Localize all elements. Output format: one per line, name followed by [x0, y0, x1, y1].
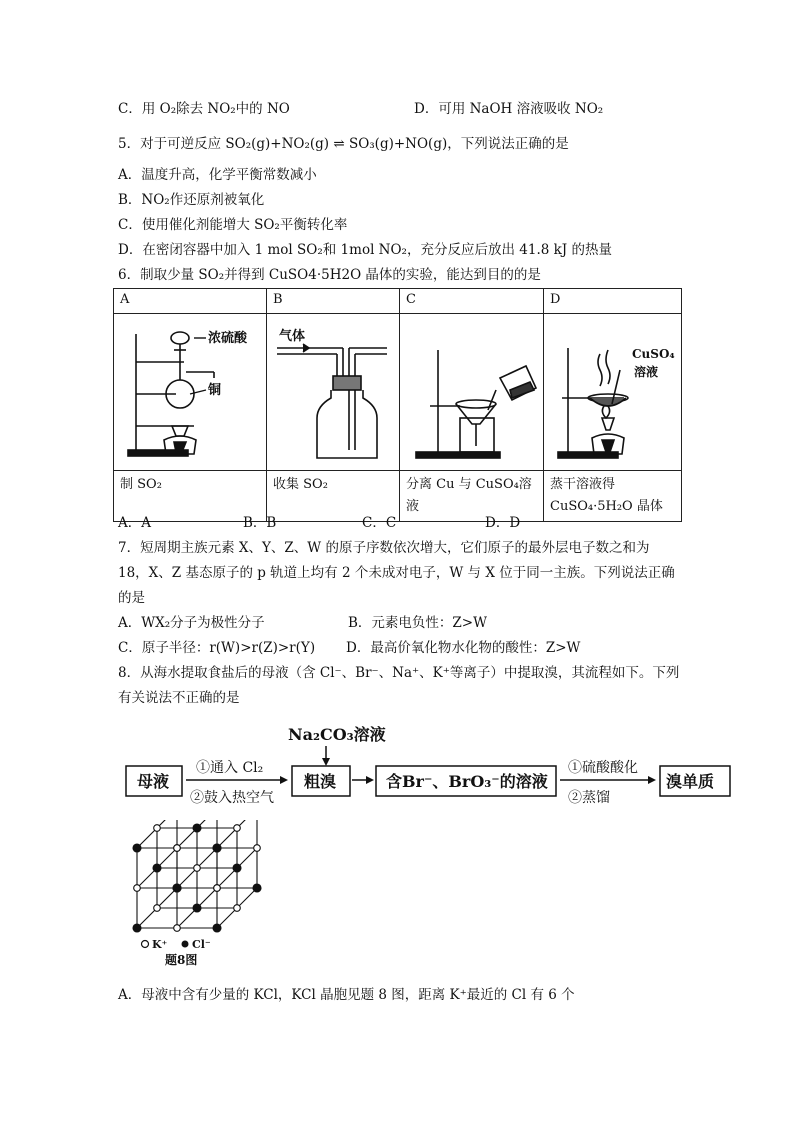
bromine-extraction-flow — [120, 718, 736, 812]
mother-liquor-label: 母液 — [137, 772, 170, 791]
q6-apparatus-table — [113, 288, 682, 522]
caption-d: 蒸干溶液得 CuSO₄·5H₂O 晶体 — [544, 471, 682, 522]
k-ion — [174, 845, 181, 852]
table-header-b: B — [267, 289, 400, 314]
gas-label: 气体 — [279, 329, 306, 344]
cl-ion — [133, 924, 141, 932]
q6-answer-b: B．B — [243, 515, 277, 531]
cl-ion — [213, 924, 221, 932]
q6-answer-c: C．C — [362, 515, 397, 531]
gas-collection-diagram — [267, 314, 400, 466]
figure-caption: 题8图 — [165, 953, 198, 967]
evaporation-diagram — [544, 314, 682, 466]
cl-ion — [233, 864, 241, 872]
cl-ion-legend-icon — [182, 941, 189, 948]
k-ion — [154, 905, 161, 912]
cl-ion-legend: Cl⁻ — [192, 938, 211, 951]
q6-stem: 6．制取少量 SO₂并得到 CuSO4·5H2O 晶体的实验，能达到目的的是 — [118, 267, 541, 283]
caption-a: 制 SO₂ — [114, 471, 267, 522]
q7-stem-line-3: 的是 — [118, 590, 145, 606]
solution-label: 溶液 — [634, 365, 659, 379]
k-ion — [154, 825, 161, 832]
caption-c: 分离 Cu 与 CuSO₄溶液 — [400, 471, 544, 522]
step1a-label: ①通入 Cl₂ — [196, 760, 264, 776]
bromine-label: 溴单质 — [666, 772, 715, 791]
q7-option-d: D．最高价氧化物水化物的酸性：Z>W — [346, 640, 581, 656]
cl-ion — [193, 824, 201, 832]
step2a-label: ①硫酸酸化 — [568, 760, 638, 776]
apparatus-b-cell — [267, 314, 400, 471]
cuso4-label: CuSO₄ — [632, 347, 675, 361]
cl-ion — [193, 904, 201, 912]
cl-ion — [173, 884, 181, 892]
k-ion — [234, 825, 241, 832]
crude-bromine-label: 粗溴 — [304, 772, 337, 791]
k-ion — [234, 905, 241, 912]
q4-option-d: D．可用 NaOH 溶液吸收 NO₂ — [414, 101, 604, 117]
step1b-label: ②鼓入热空气 — [190, 790, 274, 806]
q8-stem-line-2: 有关说法不正确的是 — [118, 690, 240, 706]
q5-stem: 5．对于可逆反应 SO₂(g)+NO₂(g) ⇌ SO₃(g)+NO(g)，下列说法正确的是 — [118, 136, 569, 152]
cl-ion — [253, 884, 261, 892]
cl-ion — [213, 844, 221, 852]
q6-answer-a: A．A — [118, 515, 151, 531]
k-ion-legend: K⁺ — [152, 938, 168, 951]
table-header-c: C — [400, 289, 544, 314]
caption-b: 收集 SO₂ — [267, 471, 400, 522]
q5-option-b: B．NO₂作还原剂被氧化 — [118, 192, 265, 208]
reagent-label: Na₂CO₃溶液 — [288, 725, 386, 744]
q7-stem-line-1: 7．短周期主族元素 X、Y、Z、W 的原子序数依次增大，它们原子的最外层电子数之和为 — [118, 540, 650, 556]
apparatus-d-cell — [544, 314, 682, 471]
bromide-solution-label: 含Br⁻、BrO₃⁻的溶液 — [386, 772, 548, 791]
q7-stem-line-2: 18，X、Z 基态原子的 p 轨道上均有 2 个未成对电子，W 与 X 位于同一主族。下列说法正确 — [118, 565, 675, 581]
q5-option-c: C．使用催化剂能增大 SO₂平衡转化率 — [118, 217, 348, 233]
copper-label: 铜 — [208, 383, 222, 398]
q8-option-a: A．母液中含有少量的 KCl，KCl 晶胞见题 8 图，距离 K⁺最近的 Cl 有 6 个 — [118, 987, 575, 1003]
q5-option-a: A．温度升高，化学平衡常数减小 — [118, 167, 317, 183]
apparatus-a-cell — [114, 314, 267, 471]
q8-stem-line-1: 8．从海水提取食盐后的母液（含 Cl⁻、Br⁻、Na⁺、K⁺等离子）中提取溴，其流程如下。下列 — [118, 665, 680, 681]
acid-label: 浓硫酸 — [208, 331, 248, 346]
k-ion — [214, 885, 221, 892]
table-header-a: A — [114, 289, 267, 314]
k-ion — [254, 845, 261, 852]
q6-answer-d: D．D — [485, 515, 521, 531]
cl-ion — [133, 844, 141, 852]
q7-option-b: B．元素电负性：Z>W — [348, 615, 487, 631]
k-ion-legend-icon — [142, 941, 149, 948]
step2b-label: ②蒸馏 — [568, 790, 610, 806]
kcl-lattice-diagram — [125, 820, 265, 970]
k-ion — [194, 865, 201, 872]
apparatus-c-cell — [400, 314, 544, 471]
cl-ion — [153, 864, 161, 872]
k-ion — [174, 925, 181, 932]
q5-option-d: D．在密闭容器中加入 1 mol SO₂和 1mol NO₂，充分反应后放出 41.8 kJ 的热量 — [118, 242, 612, 258]
k-ion — [134, 885, 141, 892]
q7-option-c: C．原子半径：r(W)>r(Z)>r(Y) — [118, 640, 316, 656]
so2-generator-diagram — [114, 314, 267, 466]
q7-option-a: A．WX₂分子为极性分子 — [118, 615, 265, 631]
table-header-d: D — [544, 289, 682, 314]
q4-option-c: C．用 O₂除去 NO₂中的 NO — [118, 101, 290, 117]
filtration-diagram — [400, 314, 544, 466]
